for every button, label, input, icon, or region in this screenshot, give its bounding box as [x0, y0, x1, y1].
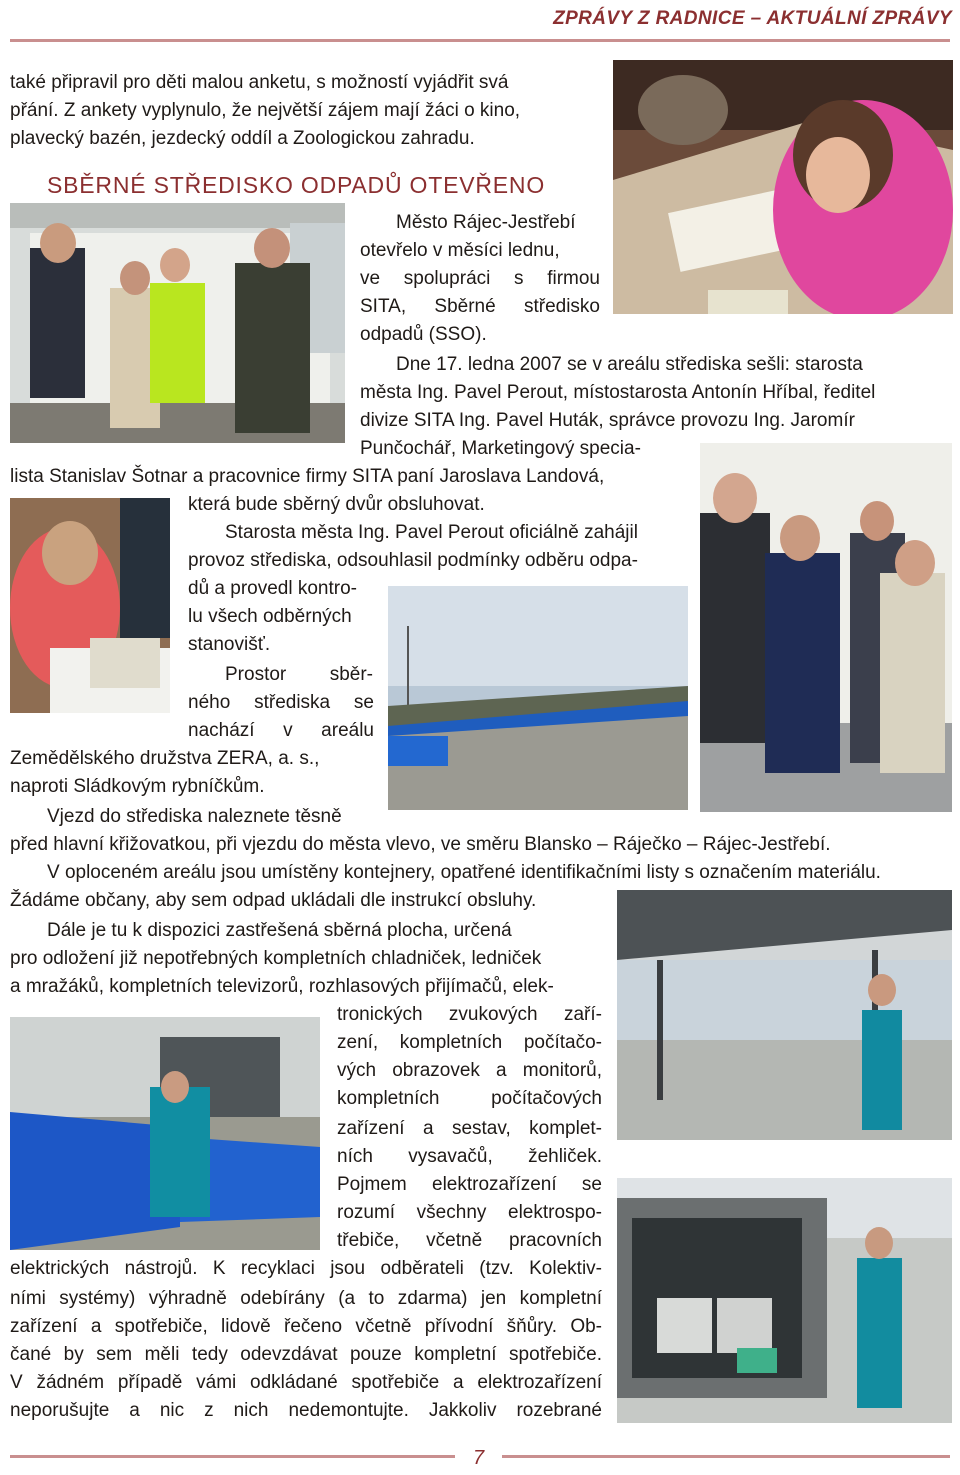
photo-electro-storage — [617, 1178, 952, 1423]
page-number: 7 — [473, 1447, 485, 1469]
article-line: dů a provedl kontro- — [188, 578, 357, 599]
footer-rule-right — [502, 1455, 950, 1458]
article-line: Zemědělského družstva ZERA, a. s., — [10, 748, 320, 769]
article-line: ními systémy) výhradně odebírány (a to zdarma) jen kompletní — [10, 1288, 602, 1309]
header-rule — [10, 39, 950, 42]
article-line: Dále je tu k dispozici zastřešená sběrná plocha, určená — [47, 920, 512, 941]
page-header — [0, 0, 960, 44]
photo-container-yard — [388, 586, 688, 810]
article-line: čané by sem měli tedy odevzdávat pouze kompletní spotřebiče. — [10, 1344, 602, 1365]
article-line: lu všech odběrných — [188, 606, 352, 627]
article-line: V oploceném areálu jsou umístěny kontejnery, opatřené identifikačními listy s označením materiálu. — [47, 862, 881, 883]
intro-line: také připravil pro děti malou anketu, s možností vyjádřit svá — [10, 72, 509, 93]
article-line: provoz střediska, odsouhlasil podmínky odběru odpa- — [188, 550, 638, 571]
article-line: naproti Sládkovým rybníčkům. — [10, 776, 265, 797]
article-line: kompletních počítačových — [337, 1088, 602, 1109]
article-line: odpadů (SSO). — [360, 324, 487, 345]
article-line: otevřelo v měsíci lednu, — [360, 240, 560, 261]
article-line: města Ing. Pavel Perout, místostarosta Antonín Hříbal, ředitel — [360, 382, 876, 403]
article-line: třebiče, včetně pracovních — [337, 1230, 602, 1251]
article-line: před hlavní křižovatkou, při vjezdu do města vlevo, ve směru Blansko – Ráječko – Rájec-Jestřebí. — [10, 834, 831, 855]
article-line: ních vysavačů, žehliček. — [337, 1146, 602, 1167]
photo-covered-area — [617, 890, 952, 1140]
article-line: Starosta města Ing. Pavel Perout oficiálně zahájil — [225, 522, 638, 543]
article-line: a mražáků, kompletních televizorů, rozhlasových přijímačů, elek- — [10, 976, 554, 997]
article-line: elektrických nástrojů. K recyklaci jsou odběrateli (tzv. Kolektiv- — [10, 1258, 602, 1279]
photo-officials-inside — [700, 443, 952, 812]
article-line: ve spolupráci s firmou — [360, 268, 600, 289]
article-line: zařízení a sestav, komplet- — [337, 1118, 602, 1139]
article-line: vých obrazovek a monitorů, — [337, 1060, 602, 1081]
intro-line: plavecký bazén, jezdecký oddíl a Zoologickou zahradu. — [10, 128, 475, 149]
article-line: Město Rájec-Jestřebí — [396, 212, 576, 233]
article-line: Žádáme občany, aby sem odpad ukládali dle instrukcí obsluhy. — [10, 890, 537, 911]
article-line: divize SITA Ing. Pavel Huták, správce provozu Ing. Jaromír — [360, 410, 855, 431]
article-line: nachází v areálu — [188, 720, 374, 741]
article-line: lista Stanislav Šotnar a pracovnice firmy SITA paní Jaroslava Landová, — [10, 466, 605, 487]
article-line: Punčochář, Marketingový specia- — [360, 438, 641, 459]
photo-children-survey — [613, 60, 953, 314]
article-line: která bude sběrný dvůr obsluhovat. — [188, 494, 485, 515]
article-line: Dne 17. ledna 2007 se v areálu střediska sešli: starosta — [396, 354, 863, 375]
article-line: zení, kompletních počítačo- — [337, 1032, 602, 1053]
article-line: SITA, Sběrné středisko — [360, 296, 600, 317]
photo-officials-outside — [10, 203, 345, 443]
article-line: stanovišť. — [188, 634, 271, 655]
article-line: Pojmem elektrozařízení se — [337, 1174, 602, 1195]
article-line: V žádném případě vámi odkládané spotřebiče a elektrozařízení — [10, 1372, 602, 1393]
photo-workers-boxes — [10, 498, 170, 713]
article-line: ného střediska se — [188, 692, 374, 713]
article-line: neporušujte a nic z nich nedemontujte. Jakkoliv rozebrané — [10, 1400, 602, 1421]
section-title: ZPRÁVY Z RADNICE – AKTUÁLNÍ ZPRÁVY — [553, 8, 952, 29]
intro-line: přání. Z ankety vyplynulo, že největší zájem mají žáci o kino, — [10, 100, 521, 121]
article-heading: SBĚRNÉ STŘEDISKO ODPADŮ OTEVŘENO — [47, 172, 546, 198]
footer-rule-left — [10, 1455, 455, 1458]
article-line: zařízení a spotřebiče, lidově řečeno včetně přívodní šňůry. Ob- — [10, 1316, 602, 1337]
article-line: tronických zvukových zaří- — [337, 1004, 602, 1025]
article-line: Prostor sběr- — [225, 664, 373, 685]
article-line: rozumí všechny elektrospo- — [337, 1202, 602, 1223]
article-line: pro odložení již nepotřebných kompletních chladniček, ledniček — [10, 948, 542, 969]
photo-worker-blue-containers — [10, 1017, 320, 1250]
article-line: Vjezd do střediska naleznete těsně — [47, 806, 342, 827]
